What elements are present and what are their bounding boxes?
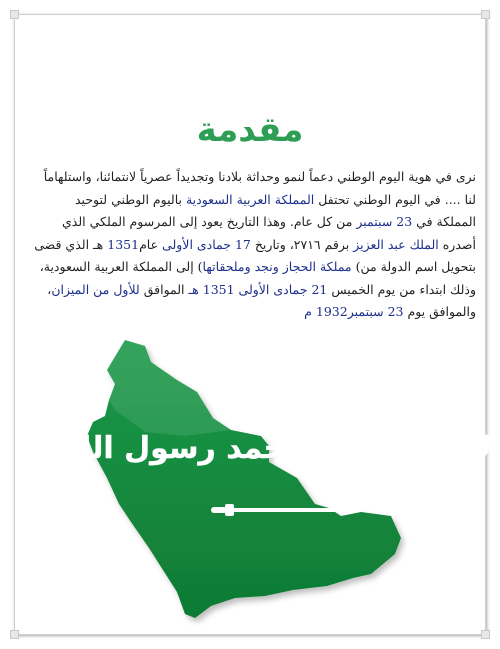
- text-line: [24, 166, 476, 189]
- frame-corner-bottom-right: [481, 630, 490, 639]
- highlighted-term: مملكة الحجاز ونجد وملحقاتها: [202, 259, 352, 274]
- highlighted-term: الملك عبد العزيز: [353, 236, 439, 252]
- text-segment: نرى في هوية اليوم الوطني دعماً لنمو وحداثة بلادنا وتجديداً عصرياً لانتمائنا، واستلهاماً: [43, 169, 476, 184]
- shahada-text: لا إله إلا الله محمد رسول الله: [61, 431, 493, 466]
- text-segment: بتحويل اسم الدولة من): [351, 259, 476, 274]
- text-line: [24, 211, 476, 234]
- shahada-inscription: [62, 431, 493, 466]
- highlighted-term: للأول من الميزان: [51, 281, 140, 297]
- text-segment: من كل عام. وهذا التاريخ يعود إلى المرسوم الملكي الذي: [62, 214, 357, 229]
- highlighted-term: المملكة العربية السعودية: [185, 191, 315, 207]
- frame-corner-top-left: [10, 10, 19, 19]
- text-segment: أصدره: [438, 236, 476, 252]
- text-line: [24, 189, 476, 212]
- highlighted-term: 21 جمادى الأولى 1351 هـ: [188, 281, 328, 297]
- text-segment: ،: [47, 281, 52, 297]
- text-segment: لنا .... في اليوم الوطني تحتفل: [314, 191, 476, 207]
- page-title: مقدمة: [196, 110, 304, 150]
- text-line: [24, 234, 476, 257]
- text-segment: وذلك ابتداء من يوم الخميس: [327, 281, 476, 297]
- highlighted-term: 1351: [107, 236, 140, 252]
- frame-corner-bottom-left: [10, 630, 19, 639]
- intro-paragraph: [24, 166, 476, 324]
- text-line: [24, 301, 476, 324]
- highlighted-term: 17 جمادى الأولى: [162, 236, 251, 252]
- text-line: [24, 279, 476, 302]
- text-segment: هـ الذي قضى: [34, 236, 108, 252]
- frame-corner-top-right: [481, 10, 490, 19]
- text-segment: عام: [139, 236, 163, 252]
- highlighted-term: 23 سبتمبر: [356, 214, 413, 229]
- text-segment: برقم ٢٧١٦، وتاريخ: [250, 236, 354, 252]
- text-segment: المملكة في: [412, 214, 476, 229]
- text-segment: الموافق: [139, 281, 189, 297]
- saudi-flag-map-image: [61, 340, 493, 620]
- text-segment: ) إلى المملكة العربية السعودية،: [39, 259, 203, 274]
- text-segment: والموافق يوم: [403, 304, 476, 319]
- highlighted-term: 23 سبتمبر1932 م: [304, 304, 404, 319]
- text-line: [24, 256, 476, 279]
- text-segment: باليوم الوطني لتوحيد: [75, 191, 186, 207]
